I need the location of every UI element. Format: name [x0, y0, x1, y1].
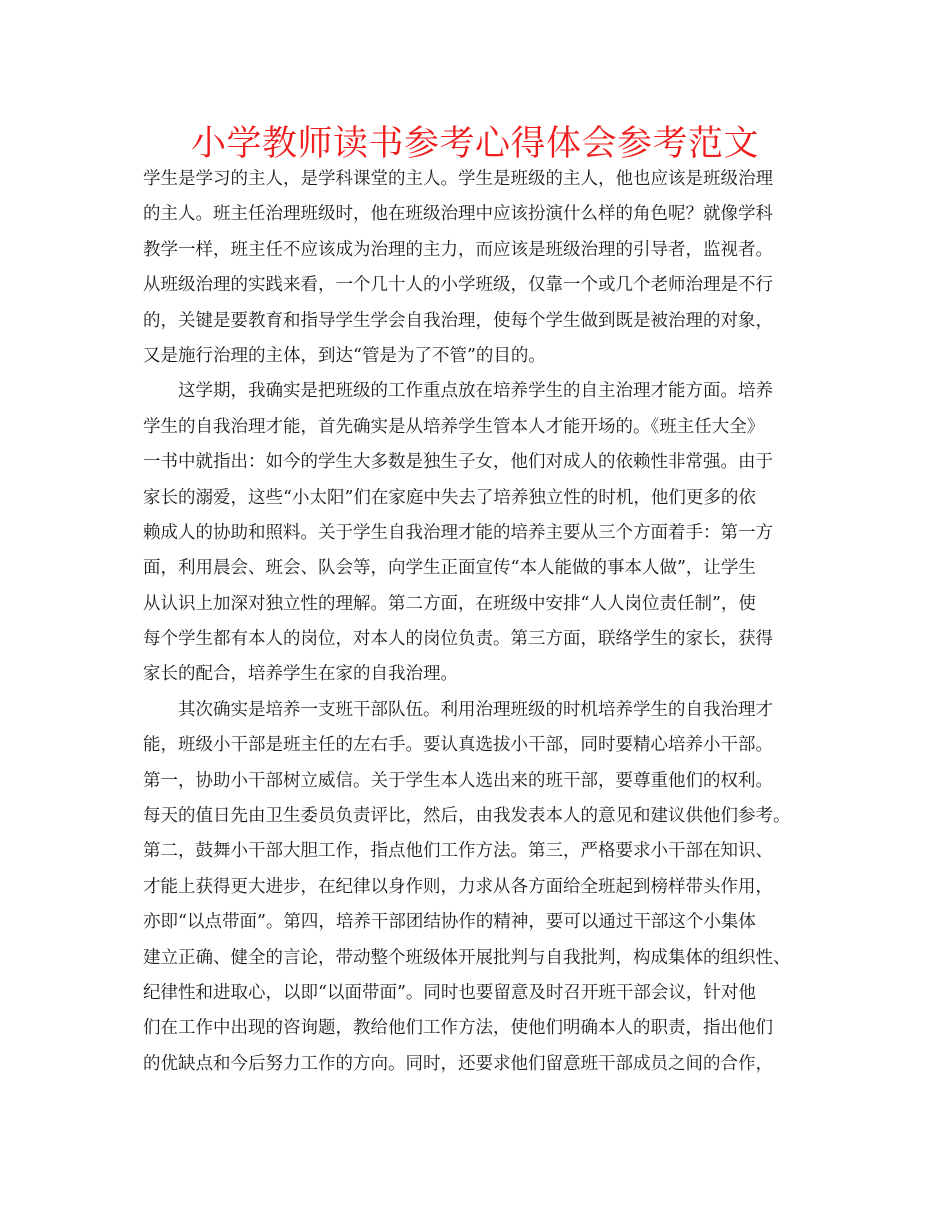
body-line: 每个学生都有本人的岗位，对本人的岗位负责。第三方面，联络学生的家长，获得	[143, 629, 773, 650]
body-line: 第二，鼓舞小干部大胆工作，指点他们工作方法。第三，严格要求小干部在知识、	[143, 841, 773, 862]
body-line: 每天的值日先由卫生委员负责评比，然后，由我发表本人的意见和建议供他们参考。	[143, 806, 791, 827]
body-line: 从认识上加深对独立性的理解。第二方面，在班级中安排“人人岗位责任制”，使	[143, 593, 756, 614]
body-line: 家长的配合，培养学生在家的自我治理。	[143, 664, 458, 685]
body-line: 又是施行治理的主体，到达“管是为了不管”的目的。	[143, 345, 546, 366]
body-line: 能，班级小干部是班主任的左右手。要认真选拔小干部，同时要精心培养小干部。	[143, 735, 773, 756]
body-line: 纪律性和进取心，以即“以面带面”。同时也要留意及时召开班干部会议，针对他	[143, 982, 756, 1003]
body-line: 其次确实是培养一支班干部队伍。利用治理班级的时机培养学生的自我治理才	[143, 699, 773, 720]
body-line: 从班级治理的实践来看，一个几十人的小学班级，仅靠一个或几个老师治理是不行	[143, 275, 773, 296]
body-line: 才能上获得更大进步，在纪律以身作则，力求从各方面给全班起到榜样带头作用，	[143, 876, 773, 897]
body-line: 亦即“以点带面”。第四，培养干部团结协作的精神，要可以通过干部这个小集体	[143, 912, 756, 933]
document-title: 小学教师读书参考心得体会参考范文	[190, 124, 759, 164]
body-line: 这学期，我确实是把班级的工作重点放在培养学生的自主治理才能方面。培养	[143, 381, 773, 402]
body-line: 第一，协助小干部树立威信。关于学生本人选出来的班干部，要尊重他们的权利。	[143, 770, 773, 791]
body-line: 学生的自我治理才能，首先确实是从培养学生管本人才能开场的。《班主任大全》	[143, 416, 765, 437]
body-line: 赖成人的协助和照料。关于学生自我治理才能的培养主要从三个方面着手：第一方	[143, 522, 773, 543]
body-line: 学生是学习的主人，是学科课堂的主人。学生是班级的主人，他也应该是班级治理	[143, 169, 773, 189]
body-line: 的优缺点和今后努力工作的方向。同时，还要求他们留意班干部成员之间的合作，	[143, 1053, 773, 1074]
body-line: 一书中就指出：如今的学生大多数是独生子女，他们对成人的依赖性非常强。由于	[143, 452, 773, 473]
body-line: 家长的溺爱，这些“小太阳”们在家庭中失去了培养独立性的时机，他们更多的依	[143, 487, 756, 508]
body-line: 面，利用晨会、班会、队会等，向学生正面宣传“本人能做的事本人做”，让学生	[143, 558, 756, 579]
body-line: 们在工作中出现的咨询题，教给他们工作方法，使他们明确本人的职责，指出他们	[143, 1018, 773, 1039]
document-body	[143, 162, 823, 1082]
body-line: 的，关键是要教育和指导学生学会自我治理，使每个学生做到既是被治理的对象，	[143, 310, 773, 331]
body-line: 教学一样，班主任不应该成为治理的主力，而应该是班级治理的引导者，监视者。	[143, 239, 773, 260]
body-line: 建立正确、健全的言论，带动整个班级体开展批判与自我批判，构成集体的组织性、	[143, 947, 791, 968]
body-line: 的主人。班主任治理班级时，他在班级治理中应该扮演什么样的角色呢？就像学科	[143, 204, 773, 225]
